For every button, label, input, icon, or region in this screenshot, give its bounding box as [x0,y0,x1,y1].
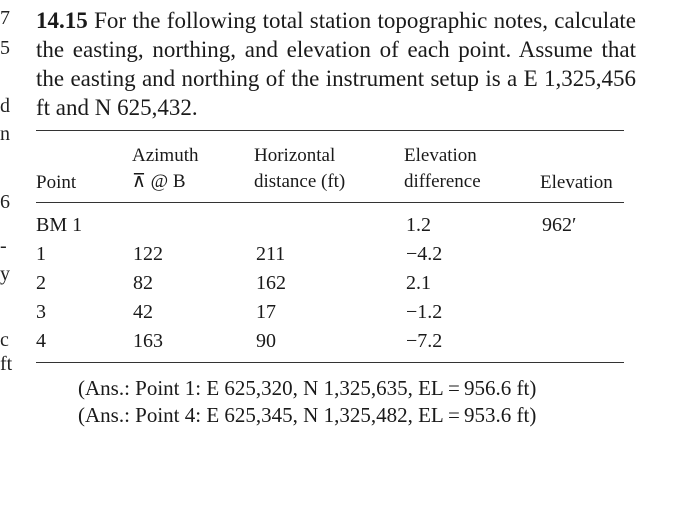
answer-line: (Ans.: Point 4: E 625,345, N 1,325,482, EL = 953.6 ft) [78,403,537,427]
problem-number: 14.15 [36,8,88,33]
margin-fragment: 5 [0,37,10,59]
problem-statement [36,6,636,122]
margin-fragment: - [0,235,7,257]
cell-elevation: 962′ [542,214,577,236]
table-bottom-rule [36,362,624,363]
problem-text: For the following total station topographic notes, calculate the easting, northing, and elevation of each point. Assume that the easting and northing of the instrument setup is a E 1,325,456 ft and N 625,432. [36,8,636,120]
margin-fragment: 6 [0,191,10,213]
cell-distance: 17 [256,301,276,323]
header-distance: distance (ft) [254,171,346,192]
margin-fragment: 7 [0,7,10,29]
cell-distance: 90 [256,330,276,352]
header-point: Point [36,172,77,193]
header-elevation-diff: Elevation [404,145,477,166]
header-azimuth-sub: ⊼ @ B [132,171,186,192]
margin-fragment: n [0,123,10,145]
cell-distance: 162 [256,272,286,294]
margin-fragment: d [0,95,10,117]
cell-point: 2 [36,272,46,294]
cell-azimuth: 42 [133,301,153,323]
cell-elev-diff: 1.2 [406,214,431,236]
header-elevation: Elevation [540,172,613,193]
margin-fragment: ft [0,353,13,375]
cell-distance: 211 [256,243,286,265]
cell-azimuth: 163 [133,330,163,352]
header-difference: difference [404,171,481,192]
header-horizontal: Horizontal [254,145,336,166]
answer-line: (Ans.: Point 1: E 625,320, N 1,325,635, EL = 956.6 ft) [78,376,537,400]
cell-elev-diff: −7.2 [406,330,443,352]
cell-point: 1 [36,243,46,265]
cell-elev-diff: 2.1 [406,272,431,294]
cell-point: 3 [36,301,46,323]
margin-fragment: c [0,329,9,351]
cell-azimuth: 122 [133,243,163,265]
cell-azimuth: 82 [133,272,153,294]
table-header-rule [36,202,624,203]
cell-point: BM 1 [36,214,83,236]
cell-elev-diff: −4.2 [406,243,443,265]
cell-elev-diff: −1.2 [406,301,443,323]
header-azimuth: Azimuth [132,145,199,166]
margin-fragment: y [0,263,10,285]
cell-point: 4 [36,330,46,352]
table-top-rule [36,130,624,131]
